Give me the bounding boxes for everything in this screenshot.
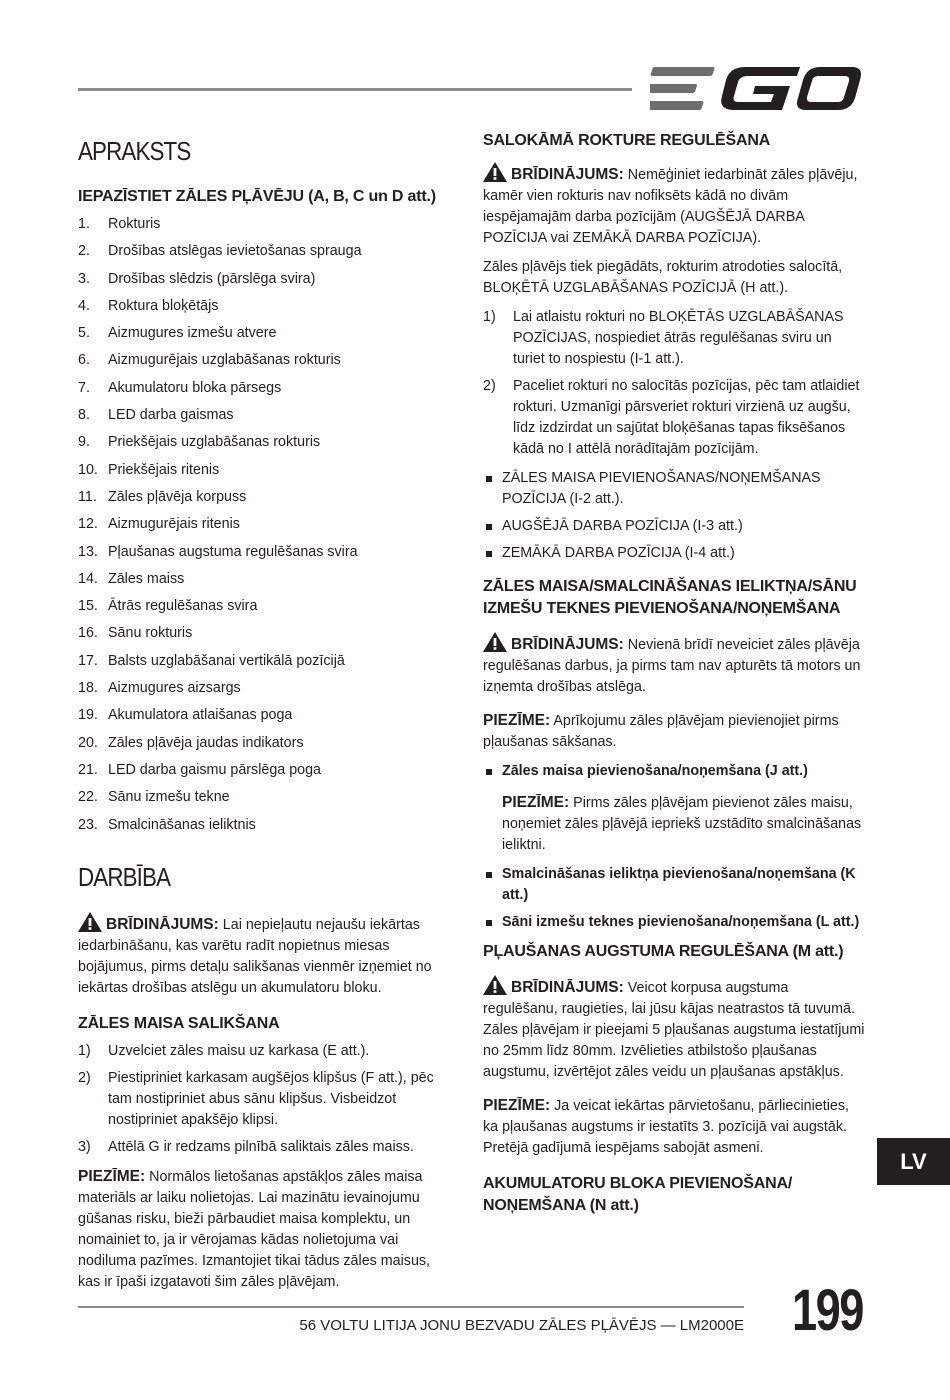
list-item [78,350,450,371]
battery-title: AKUMULATORU BLOKA PIEVIENOŠANA/ NOŅEMŠANA (N att.) [483,1175,793,1214]
bullet-text: ZEMĀKĀ DARBA POZĪCIJA (I-4 att.) [502,545,735,561]
list-text: Aizmugurējais ritenis [108,516,240,533]
list-number: 1. [78,216,90,232]
list-text: Smalcināšanas ieliktnis [108,816,256,833]
section-title-apraksts: APRAKSTS [78,136,191,166]
warning-text: Lai nepieļautu nejaušu iekārtas iedarbināšanu, kas varētu radīt nopietnus miesas bojājumus, pirms detaļu salikšanas vienmēr izņemiet no iekārtas drošības atslēgu un akumulatoru bloku. [78,916,432,996]
list-text: Balsts uzglabāšanai vertikālā pozīcijā [108,652,345,669]
list-item [78,760,450,781]
bullet-text: AUGŠĒJĀ DARBA POZĪCIJA (I-3 att.) [502,518,743,534]
list-item [78,241,450,262]
language-tab: LV [877,1138,950,1185]
list-number: 13. [78,543,98,560]
list-text: Priekšējais uzglabāšanas rokturis [108,434,321,451]
list-number: 2. [78,243,90,260]
list-number: 11. [78,488,97,505]
list-text: Lai atlaistu rokturi no BLOĶĒTĀS UZGLABĀŠANAS POZĪCIJAS, nospiediet ātrās regulēšanas sviru un turiet to nospiestu (I-1 att.). [513,309,844,367]
height-title: PĻAUŠANAS AUGSTUMA REGULĒŠANA (M att.) [483,943,844,960]
list-number: 5. [78,325,90,342]
list-number: 16. [78,625,98,642]
list-item [483,468,866,510]
list-number: 1) [483,309,496,325]
note-label: PIEZĪME: [483,712,551,729]
list-number: 3) [78,1138,91,1155]
section-title-darbiba: DARBĪBA [78,861,171,892]
list-item [483,376,866,460]
note-label: PIEZĪME: [78,1167,146,1185]
list-number: 9. [78,434,90,451]
attach-b1-note [502,792,866,856]
warning-text: Nemēģiniet iedarbināt zāles pļāvēju, kamēr vien rokturis nav nofiksēts kādā no divām iespējamajām darba pozīcijām (AUGŠĒJĀ DARBA POZĪCIJA vai ZEMĀKĀ DARBA POZĪCIJA). [483,167,858,246]
height-note [483,1095,866,1159]
list-number: 6. [78,352,90,369]
list-item [78,432,450,453]
list-number: 1) [78,1042,91,1059]
note-text: Normālos lietošanas apstākļos zāles maisa materiāls ar laiku nolietojas. Lai mazinātu ievainojumu gūšanas risku, bieži pārbaudiet maisa komplektu, un nomainiet to, ja ir vērojamas kādas nolietojuma vai nodiluma pazīmes. Izmantojiet tikai tādus zāles maisus, kas ir īpaši izgatavoti šim zāles pļāvējam. [78,1168,431,1290]
list-number: 2) [483,378,496,394]
list-text: LED darba gaismas [108,407,234,424]
list-item [78,378,450,399]
list-text: Paceliet rokturi no salocītās pozīcijas, pēc tam atlaidiet rokturi. Uzmanīgi pārsveriet rokturi virzienā uz augšu, līdz izdzirdat un sajūtat bloķēšanas tapas fiksēšanos kādā no I attēlā norādītajām pozīcijām. [513,378,860,457]
list-item [78,1137,450,1158]
list-item [78,296,450,317]
list-text: Zāles pļāvēja korpuss [108,488,247,505]
list-item [78,733,450,754]
list-item [78,1041,450,1062]
footer-title: 56 VOLTU LITIJA JONU BEZVADU ZĀLES PĻĀVĒJS — LM2000E [299,1317,744,1334]
list-item [78,487,450,508]
height-warning [483,975,866,1083]
list-item [78,815,450,836]
list-item [78,542,450,563]
note-text: Pirms zāles pļāvējam pievienot zāles maisu, noņemiet zāles pļāvējā iepriekš uzstādīto smalcināšanas ieliktni. [502,795,862,853]
right-column [483,130,866,1223]
list-item [78,787,450,808]
list-text: Ātrās regulēšanas svira [108,598,258,615]
list-number: 2) [78,1069,91,1086]
warning-text: Veicot korpusa augstuma regulēšanu, raugieties, lai jūsu kājas neatrastos tā tuvumā. Zāles pļāvējam ir pieejami 5 pļaušanas augstuma iestatījumi no 25mm līdz 80mm. Izvēlieties atbilstošo pļaušanas augstumu, izvērtējot zāles veidu un pļaušanas apstākļus. [483,980,865,1080]
list-number: 17. [78,652,98,669]
list-item [78,323,450,344]
list-number: 4. [78,297,90,314]
list-text: Akumulatoru bloka pārsegs [108,379,282,396]
handle-warning [483,162,866,249]
list-number: 3. [78,270,90,287]
list-item [78,214,450,235]
warning-label: BRĪDINĀJUMS: [106,915,219,933]
list-text: Uzvelciet zāles maisu uz karkasa (E att.). [108,1042,370,1059]
list-text: Piestipriniet karkasam augšējos klipšus (F att.), pēc tam nostipriniet abus sānu klipšus. Visbeidzot nostipriniet apakšējo klipsi. [108,1069,434,1128]
list-text: Drošības slēdzis (pārslēga svira) [108,270,316,287]
bullet-square-icon [486,476,492,482]
list-text: Pļaušanas augstuma regulēšanas svira [108,543,358,560]
list-text: Aizmugurējais uzglabāšanas rokturis [108,352,341,369]
list-item [78,569,450,590]
list-item [78,405,450,426]
attach-title: ZĀLES MAISA/SMALCINĀŠANAS IELIKTŅA/SĀNU IZMEŠU TEKNES PIEVIENOŠANA/NOŅEMŠANA [483,578,857,617]
bullet-square-icon [486,872,492,878]
bag-note [78,1166,450,1293]
parts-list [78,214,450,836]
list-item [483,543,866,564]
warning-icon [483,975,507,995]
attach-warning [483,632,866,698]
list-item [78,596,450,617]
list-item [483,307,866,370]
note-label: PIEZĪME: [483,1097,551,1114]
warning-label: BRĪDINĀJUMS: [511,166,624,183]
bullet-square-icon [486,551,492,557]
page-number: 199 [792,1278,863,1343]
left-column [78,130,450,1301]
warning-label: BRĪDINĀJUMS: [511,636,624,653]
list-number: 8. [78,407,90,424]
bullet-square-icon [486,920,492,926]
note-text: Aprīkojumu zāles pļāvējam pievienojiet pirms pļaušanas sākšanas. [483,713,839,750]
list-item [483,761,866,856]
list-text: Aizmugures izmešu atvere [108,325,277,342]
attach-bullets-list [483,761,866,933]
list-item [78,678,450,699]
list-text: Zāles maiss [108,570,185,587]
warning-icon [78,912,102,932]
warning-label: BRĪDINĀJUMS: [511,979,624,996]
list-item [78,623,450,644]
list-number: 23. [78,816,98,833]
list-text: LED darba gaismu pārslēga poga [108,761,322,778]
list-text: Aizmugures aizsargs [108,680,241,697]
footer-rule [78,1306,744,1308]
bullet-text: ZĀLES MAISA PIEVIENOŠANAS/NOŅEMŠANAS POZĪCIJA (I-2 att.). [502,470,821,507]
handle-steps-list [483,307,866,460]
list-text: Sānu rokturis [108,625,193,642]
note-label: PIEZĪME: [502,794,570,811]
header-rule [78,88,632,91]
bag-title: ZĀLES MAISA SALIKŠANA [78,1014,280,1032]
list-text: Roktura bloķētājs [108,297,219,314]
bullet-text: Sāni izmešu teknes pievienošana/noņemšana (L att.) [502,914,860,930]
list-text: Drošības atslēgas ievietošanas sprauga [108,243,362,260]
bullet-square-icon [486,769,492,775]
list-number: 20. [78,734,98,751]
bullet-text: Smalcināšanas ieliktņa pievienošana/noņemšana (K att.) [502,866,856,903]
handle-title: SALOKĀMĀ ROKTURE REGULĒŠANA [483,132,771,149]
list-text: Sānu izmešu tekne [108,789,230,806]
list-number: 15. [78,598,98,615]
list-number: 18. [78,680,98,697]
list-number: 21. [78,761,98,778]
list-number: 22. [78,789,98,806]
list-item [78,1068,450,1131]
warning-icon [483,632,507,652]
list-item [78,651,450,672]
list-item [483,516,866,537]
list-text: Attēlā G ir redzams pilnībā saliktais zāles maiss. [108,1138,414,1155]
handle-text: Zāles pļāvējs tiek piegādāts, rokturim atrodoties salocītā, BLOĶĒTĀ UZGLABĀŠANAS POZĪCIJĀ (H att.). [483,259,843,296]
list-number: 12. [78,516,98,533]
darbiba-warning [78,912,450,999]
warning-icon [483,162,507,182]
list-text: Zāles pļāvēja jaudas indikators [108,734,304,751]
list-text: Rokturis [108,216,161,232]
list-number: 14. [78,570,98,587]
list-text: Akumulatora atlaišanas poga [108,707,293,724]
list-number: 19. [78,707,98,724]
bag-steps-list [78,1041,450,1158]
warning-text: Nevienā brīdī neveiciet zāles pļāvēja regulēšanas darbus, ja pirms tam nav apturēts tā motors un izņemta drošības atslēga. [483,637,861,695]
list-item [483,864,866,906]
handle-bullets-list [483,468,866,564]
list-text: Priekšējais ritenis [108,461,220,478]
list-item [483,912,866,933]
parts-title: IEPAZĪSTIET ZĀLES PĻĀVĒJU (A, B, C un D att.) [78,188,436,205]
list-item [78,705,450,726]
ego-logo [650,64,862,114]
note-text: Ja veicat iekārtas pārvietošanu, pārliecinieties, ka pļaušanas augstums ir iestatīts 3. pozīcijā vai augstāk. Pretējā gadījumā iespējams sabojāt asmeni. [483,1098,849,1156]
list-number: 10. [78,461,98,478]
list-item [78,460,450,481]
attach-note [483,710,866,753]
list-item [78,269,450,290]
bullet-square-icon [486,524,492,530]
list-number: 7. [78,379,90,396]
list-item [78,514,450,535]
bullet-text: Zāles maisa pievienošana/noņemšana (J att.) [502,763,808,779]
